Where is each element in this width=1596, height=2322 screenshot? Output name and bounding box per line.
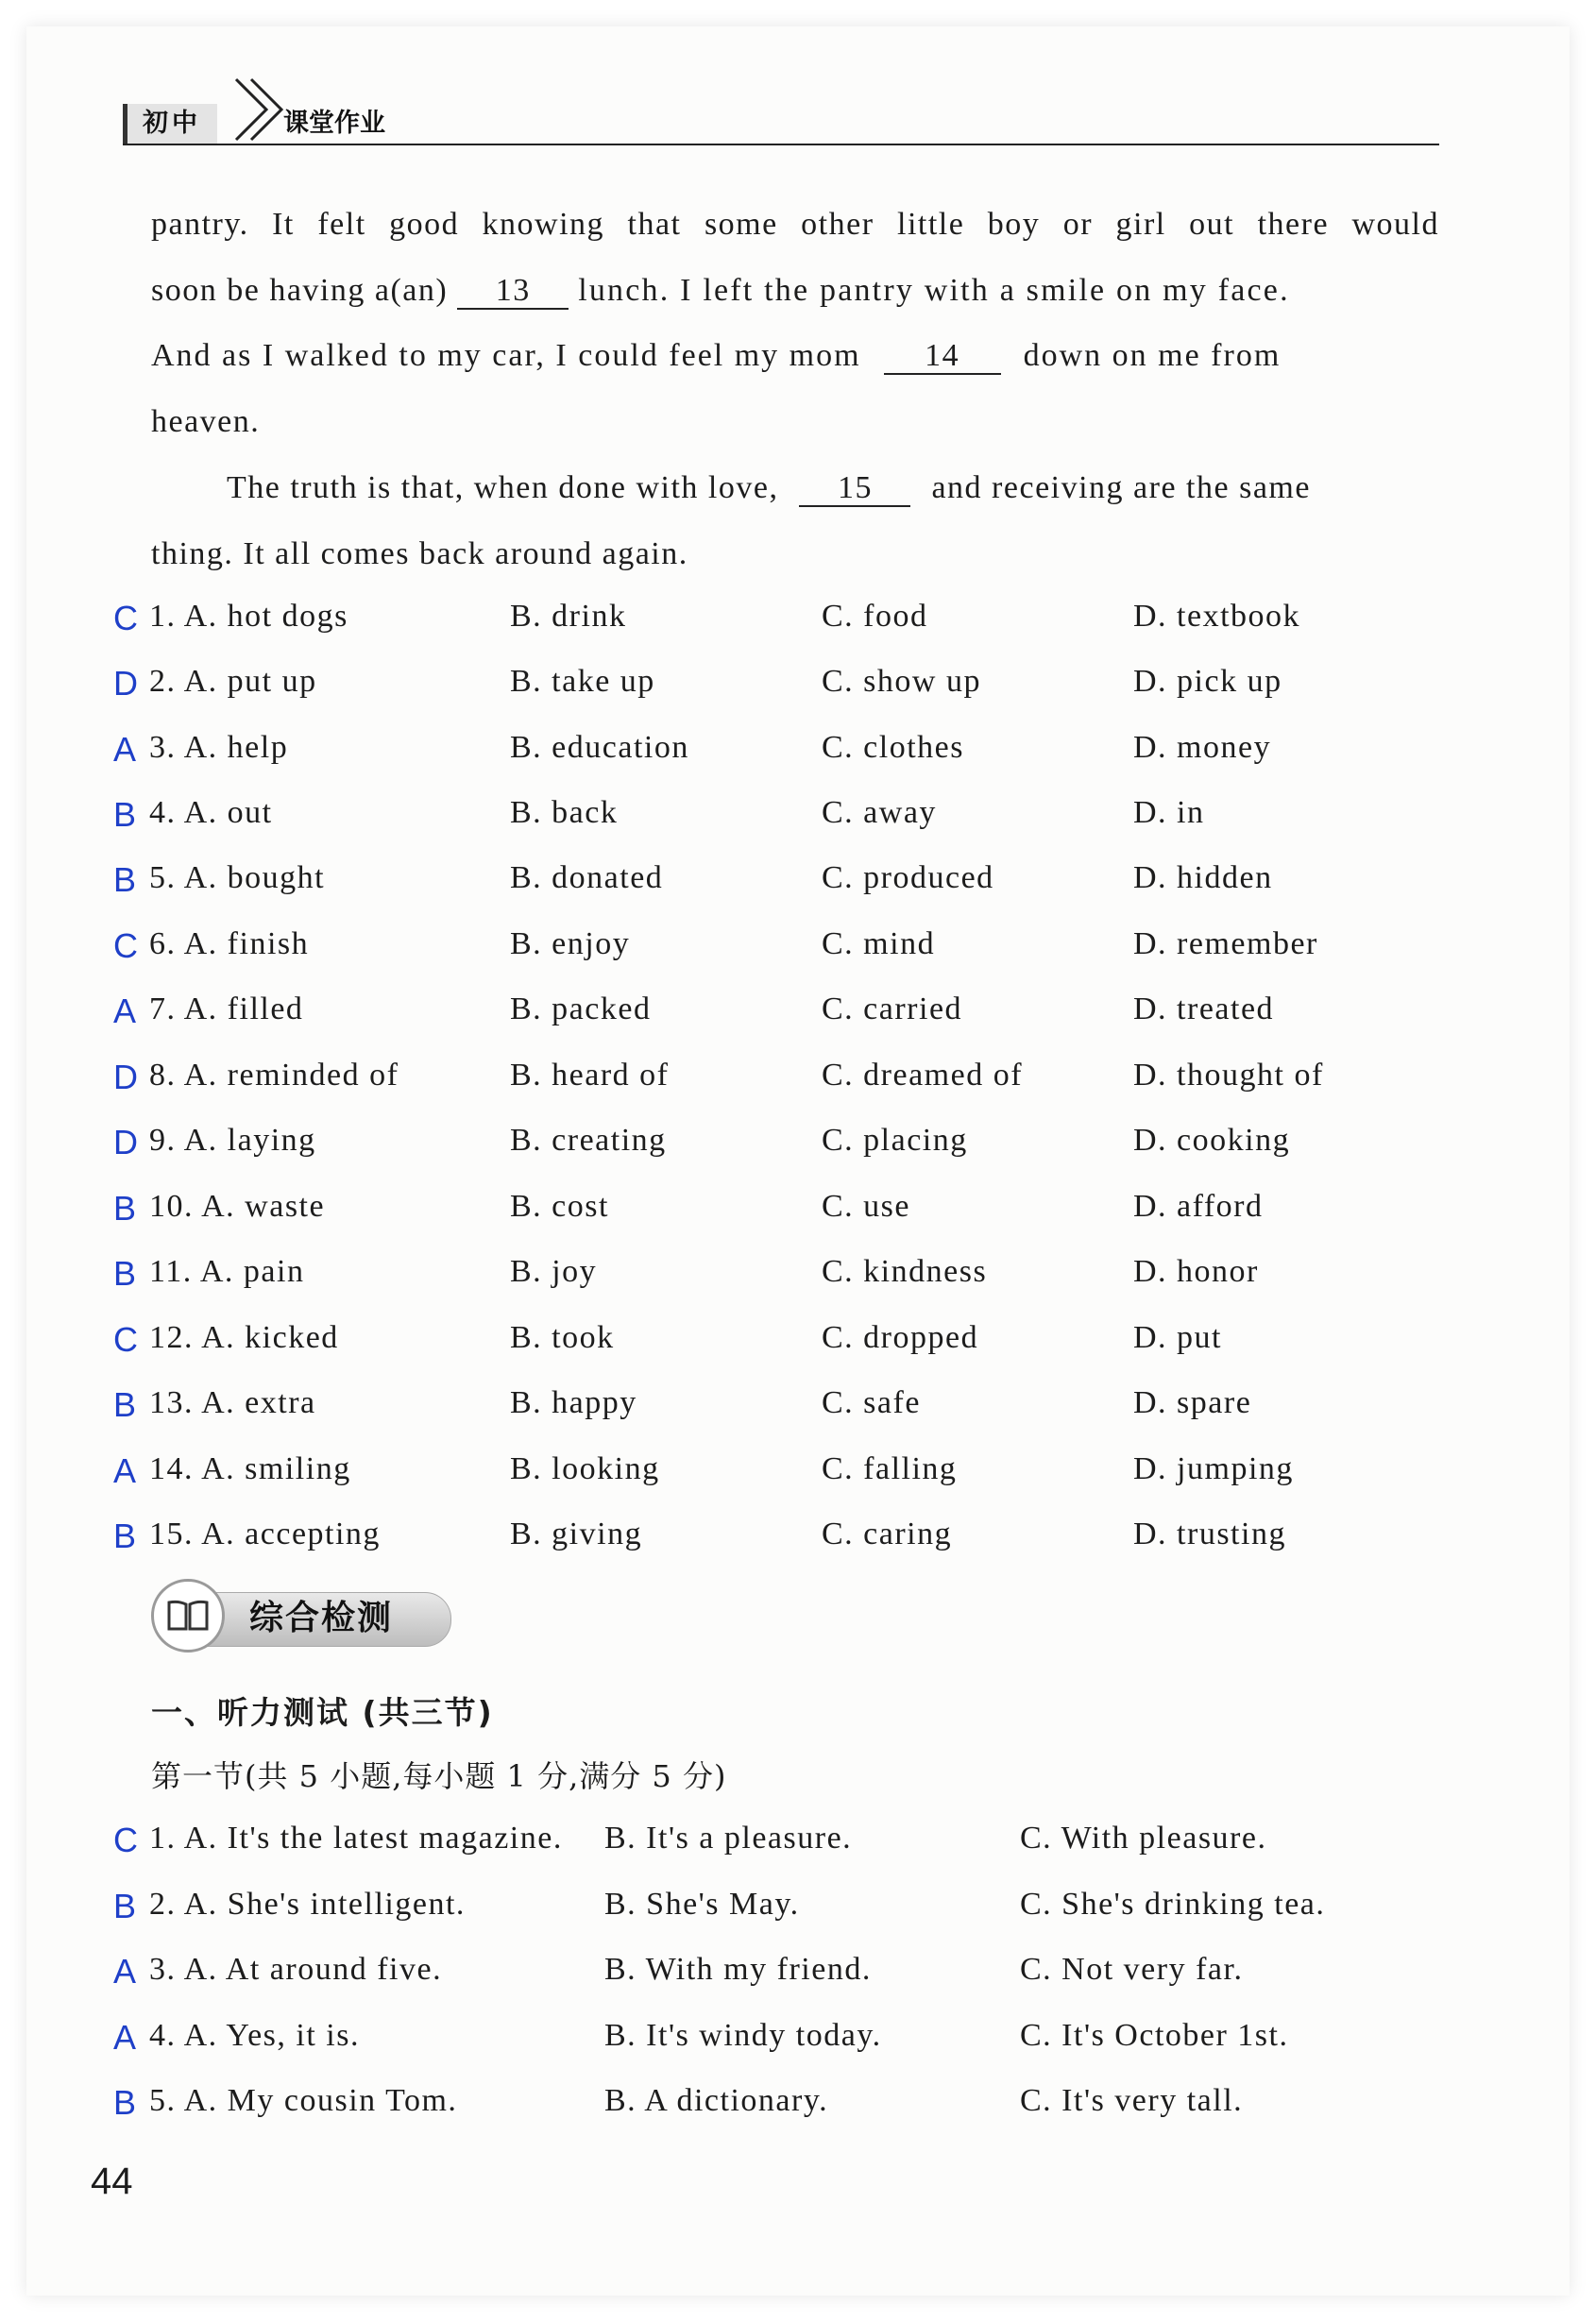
option-b: B. heard of [510, 1058, 670, 1093]
option-a: 4. A. Yes, it is. [149, 2018, 360, 2053]
option-b: B. took [510, 1320, 615, 1355]
option-d: D. put [1133, 1320, 1222, 1355]
part-title: 一、听力测试 (共三节) [151, 1694, 494, 1731]
badge-title: 综合检测 [249, 1599, 394, 1637]
answer-mark: D [113, 664, 140, 703]
answer-mark: A [113, 2018, 138, 2057]
page-number: 44 [91, 2161, 133, 2202]
option-b: B. packed [510, 992, 652, 1026]
open-book-icon [154, 1582, 222, 1650]
option-a: 11. A. pain [149, 1254, 305, 1289]
passage-line-4: heaven. [151, 404, 261, 439]
passage-line-6: thing. It all comes back around again. [151, 536, 688, 571]
option-c: C. food [822, 599, 928, 634]
option-d: D. hidden [1133, 860, 1273, 895]
option-c: C. produced [822, 860, 994, 895]
option-a: 2. A. put up [149, 664, 317, 699]
option-a: 8. A. reminded of [149, 1058, 399, 1093]
option-c: C. Not very far. [1020, 1952, 1244, 1987]
option-b: B. With my friend. [604, 1952, 872, 1987]
option-c: C. She's drinking tea. [1020, 1887, 1326, 1922]
option-a: 1. A. hot dogs [149, 599, 348, 634]
option-a: 5. A. My cousin Tom. [149, 2083, 458, 2118]
option-a: 2. A. She's intelligent. [149, 1887, 466, 1922]
answer-mark: D [113, 1123, 140, 1161]
option-c: C. dropped [822, 1320, 979, 1355]
option-a: 3. A. At around five. [149, 1952, 443, 1987]
option-a: 3. A. help [149, 730, 289, 765]
answer-mark: C [113, 599, 140, 637]
answer-mark: A [113, 730, 138, 769]
answer-mark: D [113, 1058, 140, 1096]
option-c: C. clothes [822, 730, 964, 765]
option-c: C. It's very tall. [1020, 2083, 1244, 2118]
answer-mark: B [113, 2083, 138, 2122]
option-b: B. giving [510, 1517, 643, 1551]
subsection-title: 第一节(共 5 小题,每小题 1 分,满分 5 分) [151, 1758, 727, 1794]
option-a: 5. A. bought [149, 860, 326, 895]
option-b: B. drink [510, 599, 627, 634]
answer-mark: B [113, 860, 138, 899]
answer-mark: A [113, 992, 138, 1030]
option-b: B. enjoy [510, 926, 631, 961]
option-c: C. falling [822, 1451, 958, 1486]
option-d: D. remember [1133, 926, 1318, 961]
blank-13: 13 [457, 274, 569, 310]
option-a: 13. A. extra [149, 1385, 316, 1420]
option-c: C. kindness [822, 1254, 988, 1289]
option-b: B. back [510, 795, 619, 830]
option-a: 6. A. finish [149, 926, 310, 961]
option-b: B. looking [510, 1451, 660, 1486]
option-c: C. mind [822, 926, 936, 961]
option-d: D. honor [1133, 1254, 1259, 1289]
option-d: D. money [1133, 730, 1272, 765]
option-b: B. happy [510, 1385, 637, 1420]
option-a: 14. A. smiling [149, 1451, 351, 1486]
option-b: B. She's May. [604, 1887, 800, 1922]
option-a: 1. A. It's the latest magazine. [149, 1821, 563, 1856]
option-b: B. A dictionary. [604, 2083, 829, 2118]
level-label: 初中 [123, 104, 217, 144]
answer-mark: B [113, 795, 138, 834]
header-rule [123, 144, 1439, 145]
section-badge [151, 1579, 453, 1653]
option-d: D. in [1133, 795, 1205, 830]
answer-mark: B [113, 1385, 138, 1424]
answer-mark: A [113, 1952, 138, 1991]
option-d: D. textbook [1133, 599, 1301, 634]
option-a: 10. A. waste [149, 1189, 326, 1224]
option-b: B. It's windy today. [604, 2018, 882, 2053]
option-a: 9. A. laying [149, 1123, 316, 1158]
option-d: D. afford [1133, 1189, 1264, 1224]
option-c: C. use [822, 1189, 910, 1224]
option-d: D. thought of [1133, 1058, 1324, 1093]
option-d: D. cooking [1133, 1123, 1291, 1158]
answer-mark: B [113, 1887, 138, 1925]
option-a: 4. A. out [149, 795, 273, 830]
passage-line-2: soon be having a(an) 13 lunch. I left the pantry with a smile on my face. [151, 273, 1290, 308]
option-b: B. creating [510, 1123, 667, 1158]
option-d: D. jumping [1133, 1451, 1294, 1486]
option-a: 12. A. kicked [149, 1320, 339, 1355]
option-d: D. spare [1133, 1385, 1252, 1420]
option-d: D. trusting [1133, 1517, 1286, 1551]
option-d: D. treated [1133, 992, 1275, 1026]
answer-mark: C [113, 926, 140, 965]
answer-mark: A [113, 1451, 138, 1490]
series-title: 课堂作业 [283, 109, 385, 138]
blank-14: 14 [884, 339, 1001, 375]
option-c: C. With pleasure. [1020, 1821, 1267, 1856]
passage-line-5: The truth is that, when done with love, 15 and receiving are the same [227, 470, 1311, 505]
option-b: B. education [510, 730, 689, 765]
answer-mark: C [113, 1821, 140, 1859]
option-c: C. away [822, 795, 937, 830]
option-c: C. show up [822, 664, 981, 699]
option-c: C. placing [822, 1123, 968, 1158]
answer-mark: B [113, 1189, 138, 1228]
answer-mark: B [113, 1254, 138, 1293]
option-c: C. caring [822, 1517, 953, 1551]
option-b: B. cost [510, 1189, 609, 1224]
option-d: D. pick up [1133, 664, 1282, 699]
passage-line-1: pantry. It felt good knowing that some other little boy or girl out there would [151, 207, 1439, 242]
blank-15: 15 [799, 471, 910, 507]
option-a: 7. A. filled [149, 992, 304, 1026]
passage-line-3: And as I walked to my car, I could feel my mom 14 down on me from [151, 338, 1282, 373]
option-b: B. joy [510, 1254, 598, 1289]
answer-mark: B [113, 1517, 138, 1555]
option-c: C. It's October 1st. [1020, 2018, 1289, 2053]
page-header [123, 66, 1439, 146]
option-c: C. dreamed of [822, 1058, 1024, 1093]
option-a: 15. A. accepting [149, 1517, 381, 1551]
option-c: C. safe [822, 1385, 921, 1420]
badge-circle [151, 1579, 225, 1653]
option-b: B. donated [510, 860, 664, 895]
option-b: B. It's a pleasure. [604, 1821, 853, 1856]
option-c: C. carried [822, 992, 963, 1026]
option-b: B. take up [510, 664, 655, 699]
answer-mark: C [113, 1320, 140, 1359]
